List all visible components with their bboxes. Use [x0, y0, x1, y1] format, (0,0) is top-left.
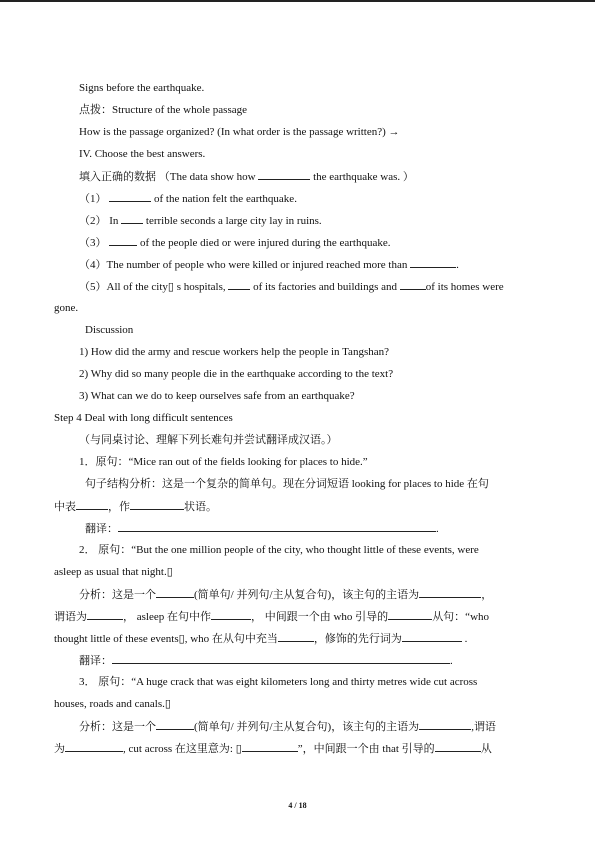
top-rule — [0, 0, 595, 2]
list-item: 3) What can we do to keep ourselves safe from an earthquake? — [79, 390, 355, 402]
text-fragment: terrible seconds a large city lay in ruins. — [143, 215, 322, 227]
text-fragment: 分析：这是一个 — [79, 589, 156, 601]
answer-blank[interactable] — [388, 609, 432, 620]
text-line — [79, 191, 297, 206]
text-fragment: ,谓语 — [471, 721, 496, 733]
text-fragment: ， 中间跟一个由 who 引导的 — [250, 611, 389, 623]
text-line: 句子结构分析：这是一个复杂的简单句。现在分词短语 looking for places to hide 在句 — [85, 478, 489, 490]
text-fragment: 中表 — [54, 501, 76, 513]
text-fragment: ”，中间跟一个由 that 引导的 — [297, 743, 435, 755]
text-fragment: （2） In — [79, 215, 122, 227]
text-line — [79, 719, 496, 734]
text-line: How is the passage organized? (In what order is the passage written?) → — [79, 126, 400, 138]
text-fragment: ，作 — [108, 501, 130, 513]
page-number: 4 / 18 — [288, 801, 307, 810]
text-fragment: the earthquake was. ） — [310, 171, 414, 183]
text-line — [85, 521, 439, 536]
instruction-text: （与同桌讨论、理解下列长难句并尝试翻译成汉语。） — [79, 434, 338, 446]
text-line — [54, 631, 467, 646]
text-fragment: 翻译： — [85, 523, 118, 535]
answer-blank[interactable] — [211, 609, 251, 620]
translation-blank[interactable] — [118, 521, 436, 532]
text-fragment: 从 — [480, 743, 492, 755]
answer-blank[interactable] — [410, 257, 456, 268]
text-fragment: . — [456, 259, 459, 271]
answer-blank[interactable] — [400, 279, 426, 290]
text-line: Signs before the earthquake. — [79, 82, 205, 94]
text-fragment: of the people died or were injured during the earthquake. — [137, 237, 391, 249]
text-fragment: ， — [481, 589, 493, 601]
text-fragment: of its factories and buildings and — [250, 281, 400, 293]
sentence-2-original: 2． 原句：“But the one million people of the city, who thought little of these events, were — [79, 544, 479, 556]
text-line — [79, 169, 414, 184]
text-fragment: 填入正确的数据 （The data show how — [79, 171, 259, 183]
text-line — [79, 235, 390, 250]
text-line: houses, roads and canals.▯ — [54, 698, 171, 710]
text-line — [79, 257, 459, 272]
answer-blank[interactable] — [435, 741, 481, 752]
text-line — [54, 741, 492, 756]
answer-blank[interactable] — [258, 169, 310, 180]
answer-blank[interactable] — [419, 587, 481, 598]
answer-blank[interactable] — [76, 499, 108, 510]
sentence-1-original: 1．原句：“Mice ran out of the fields looking for places to hide.” — [79, 456, 368, 468]
text-fragment: 分析：这是一个 — [79, 721, 156, 733]
text-fragment: (简单句/ 并列句/主从复合句)，该主句的主语为 — [194, 589, 420, 601]
answer-blank[interactable] — [402, 631, 462, 642]
list-item: 1) How did the army and rescue workers help the people in Tangshan? — [79, 346, 389, 358]
answer-blank[interactable] — [156, 587, 194, 598]
text-line — [79, 587, 492, 602]
text-fragment: 翻译： — [79, 655, 112, 667]
text-fragment: （3） — [79, 237, 110, 249]
text-fragment: （5）All of the city▯ s hospitals, — [79, 281, 229, 293]
text-fragment: （4）The number of people who were killed or injured reached more than — [79, 259, 411, 271]
text-fragment: of its homes were — [425, 281, 504, 293]
text-fragment: ，修饰的先行词为 — [313, 633, 402, 645]
text-fragment: ， asleep 在句中作 — [123, 611, 211, 623]
text-fragment: . — [461, 633, 468, 645]
answer-blank[interactable] — [156, 719, 194, 730]
list-item: 2) Why did so many people die in the earthquake according to the text? — [79, 368, 394, 380]
text-fragment: . — [450, 655, 453, 667]
text-line: asleep as usual that night.▯ — [54, 566, 173, 578]
translation-blank[interactable] — [112, 653, 450, 664]
text-fragment: thought little of these events▯, who 在从句中充当 — [54, 633, 278, 645]
answer-blank[interactable] — [130, 499, 184, 510]
text-line — [54, 499, 217, 514]
answer-blank[interactable] — [65, 741, 123, 752]
answer-blank[interactable] — [109, 191, 151, 202]
text-fragment: (简单句/ 并列句/主从复合句)，该主句的主语为 — [194, 721, 420, 733]
text-line — [79, 653, 453, 668]
text-fragment: , cut across 在这里意为: ▯ — [123, 743, 242, 755]
text-fragment: （1） — [79, 193, 110, 205]
text-fragment: . — [436, 523, 439, 535]
answer-blank[interactable] — [278, 631, 314, 642]
answer-blank[interactable] — [109, 235, 137, 246]
section-heading: Discussion — [85, 324, 134, 336]
text-line — [79, 213, 322, 228]
sentence-3-original: 3． 原句：“A huge crack that was eight kilometers long and thirty metres wide cut across — [79, 676, 478, 688]
answer-blank[interactable] — [87, 609, 123, 620]
text-fragment: of the nation felt the earthquake. — [151, 193, 297, 205]
answer-blank[interactable] — [228, 279, 250, 290]
text-fragment: 谓语为 — [54, 611, 87, 623]
section-heading: IV. Choose the best answers. — [79, 148, 206, 160]
text-fragment: 为 — [54, 743, 65, 755]
text-line — [79, 279, 504, 294]
text-line: gone. — [54, 302, 79, 314]
answer-blank[interactable] — [419, 719, 471, 730]
step-heading: Step 4 Deal with long difficult sentences — [54, 412, 233, 424]
answer-blank[interactable] — [242, 741, 298, 752]
answer-blank[interactable] — [121, 213, 143, 224]
text-fragment: 从句：“who — [432, 611, 490, 623]
text-fragment: 状语。 — [184, 501, 217, 513]
text-line: 点拨：Structure of the whole passage — [79, 104, 248, 116]
text-line — [54, 609, 489, 624]
